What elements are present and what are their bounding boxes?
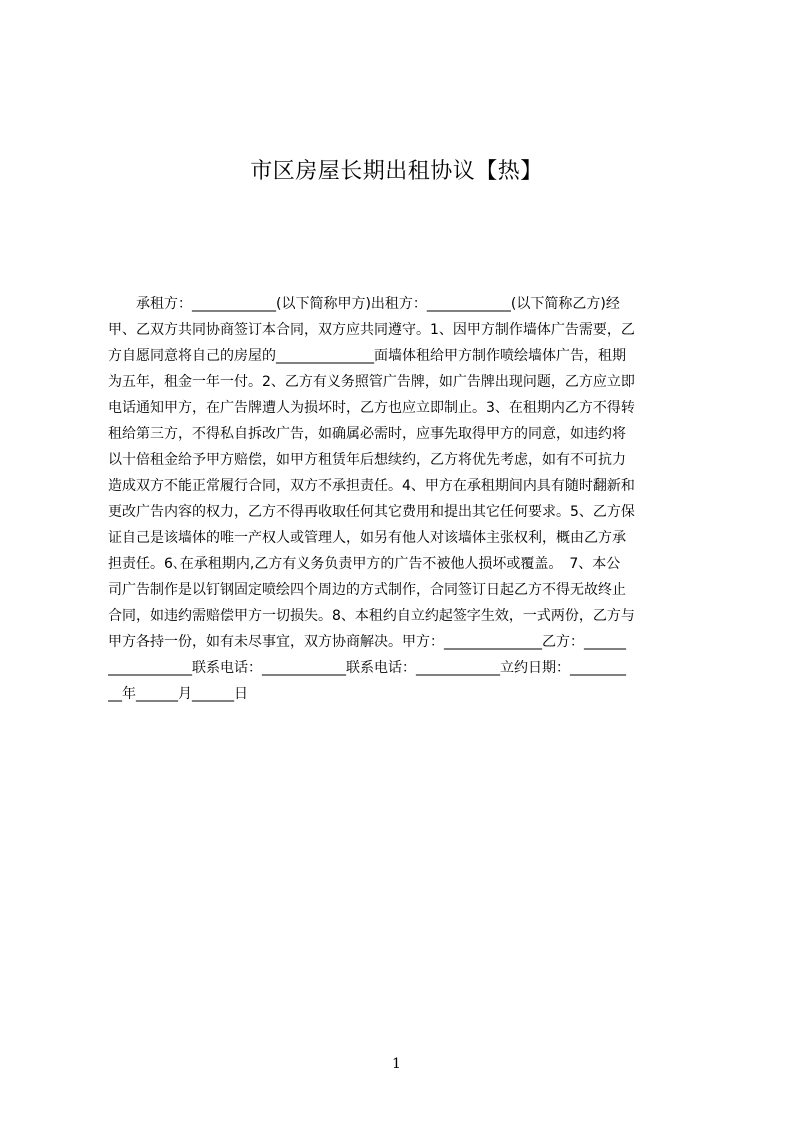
page-number: 1 — [392, 1056, 401, 1072]
body-line: 甲方各持一份，如有未尽事宜，双方协商解决。甲方：______________乙方：______ — [108, 634, 626, 650]
body-line: 电话通知甲方，在广告牌遭人为损坏时，乙方也应立即制止。3、在租期内乙方不得转 — [108, 400, 635, 416]
body-line: 证自己是该墙体的唯一产权人或管理人，如另有他人对该墙体主张权利，概由乙方承 — [108, 530, 626, 546]
body-line: 承租方：____________(以下简称甲方)出租方：____________(以下简称乙方)经 — [108, 296, 620, 312]
agreement-body — [108, 291, 697, 731]
body-line: 司广告制作是以钉钢固定喷绘四个周边的方式制作，合同签订日起乙方不得无故终止 — [108, 582, 626, 598]
body-line: 更改广告内容的权力，乙方不得再收取任何其它费用和提出其它任何要求。5、乙方保 — [108, 504, 635, 520]
body-line: 担责任。6､在承租期内,乙方有义务负责甲方的广告不被他人损坏或覆盖。 7、本公 — [108, 556, 621, 572]
body-line: 为五年，租金一年一付。2、乙方有义务照管广告牌，如广告牌出现问题，乙方应立即 — [108, 374, 635, 390]
body-line: 甲、乙双方共同协商签订本合同，双方应共同遵守。1、因甲方制作墙体广告需要，乙 — [108, 322, 635, 338]
body-line: 以十倍租金给予甲方赔偿，如甲方租赁年后想续约，乙方将优先考虑，如有不可抗力 — [108, 452, 626, 468]
body-line: 造成双方不能正常履行合同，双方不承担责任。4、甲方在承租期间内具有随时翻新和 — [108, 478, 635, 494]
body-line: ____________联系电话：____________联系电话：____________立约日期：________ — [108, 660, 626, 676]
body-line: 合同，如违约需赔偿甲方一切损失。8、本租约自立约起签字生效，一式两份，乙方与 — [108, 608, 635, 624]
body-line: __年______月______日 — [108, 686, 248, 702]
document-title: 市区房屋长期出租协议【热】 — [250, 158, 543, 184]
body-line: 方自愿同意将自己的房屋的______________面墙体租给甲方制作喷绘墙体广告，租期 — [108, 348, 626, 364]
body-line: 租给第三方，不得私自拆改广告，如确属必需时，应事先取得甲方的同意，如违约将 — [108, 426, 626, 442]
